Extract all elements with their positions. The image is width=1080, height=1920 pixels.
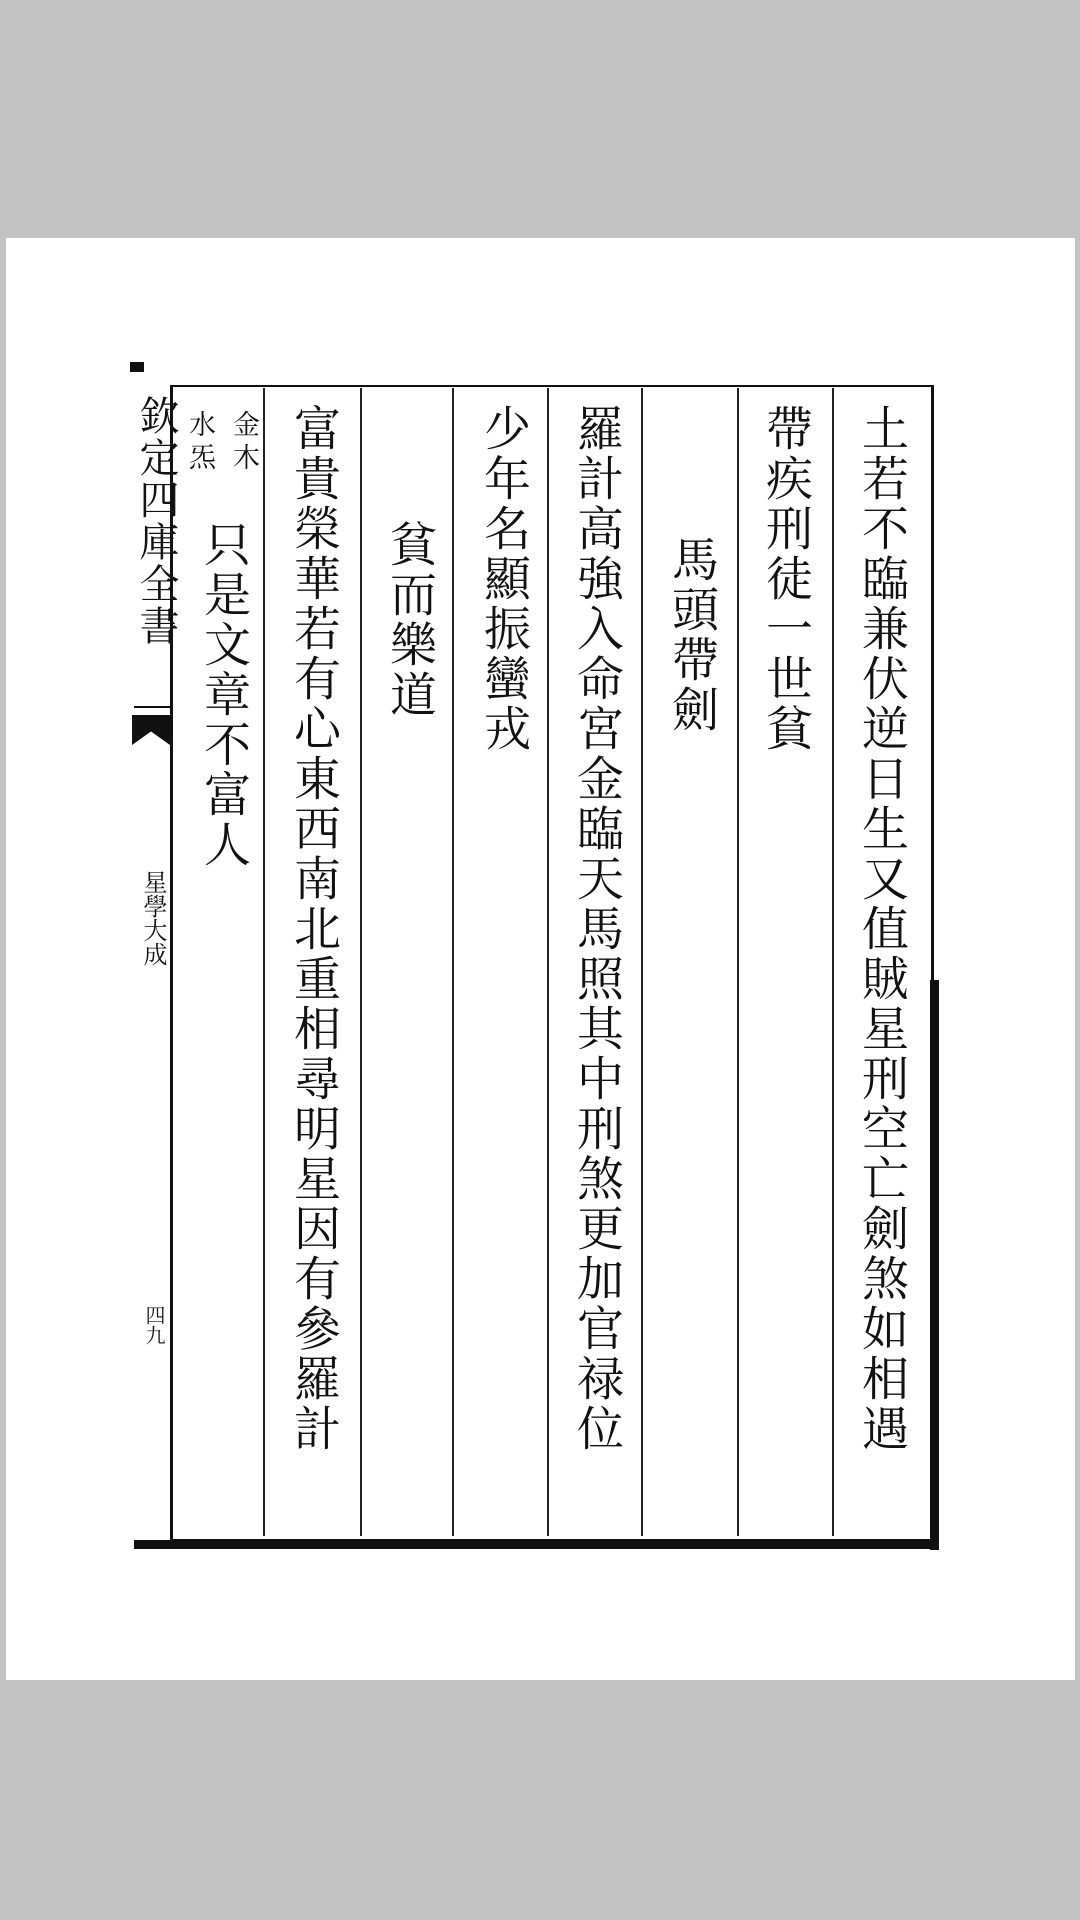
- annotation-left: 水炁: [184, 410, 215, 476]
- text-column-3: 馬頭帶劍: [664, 535, 719, 735]
- text-column-6: 貧而樂道: [382, 520, 437, 720]
- column-rule: [832, 388, 834, 1536]
- column-rule: [547, 388, 549, 1536]
- margin-rule: [134, 706, 170, 708]
- frame-shadow-right: [930, 980, 939, 1550]
- text-column-8: 只是文章不富人: [196, 520, 251, 870]
- margin-block-mark: [130, 362, 144, 372]
- annotation-right: 金木: [228, 410, 259, 476]
- frame-shadow-bottom: [134, 1540, 939, 1549]
- column-rule: [263, 388, 265, 1536]
- margin-page-number: 四九: [142, 1305, 166, 1345]
- column-rule: [737, 388, 739, 1536]
- column-rule: [641, 388, 643, 1536]
- column-rule: [360, 388, 362, 1536]
- margin-collection-title: 欽定四庫全書: [133, 395, 179, 647]
- margin-book-title: 星學大成: [139, 870, 167, 966]
- text-column-1: 土若不臨兼伏逆日生又值賊星刑空亡劍煞如相遇: [854, 404, 909, 1454]
- text-column-2: 帶疾刑徒一世貧: [758, 404, 813, 754]
- text-frame: [170, 385, 934, 1542]
- text-column-4: 羅計高強入命宮金臨天馬照其中刑煞更加官禄位: [569, 404, 624, 1454]
- text-column-5: 少年名顯振蠻戎: [476, 404, 531, 754]
- column-rule: [452, 388, 454, 1536]
- text-column-7: 富貴榮華若有心東西南北重相尋明星因有參羅計: [286, 404, 341, 1454]
